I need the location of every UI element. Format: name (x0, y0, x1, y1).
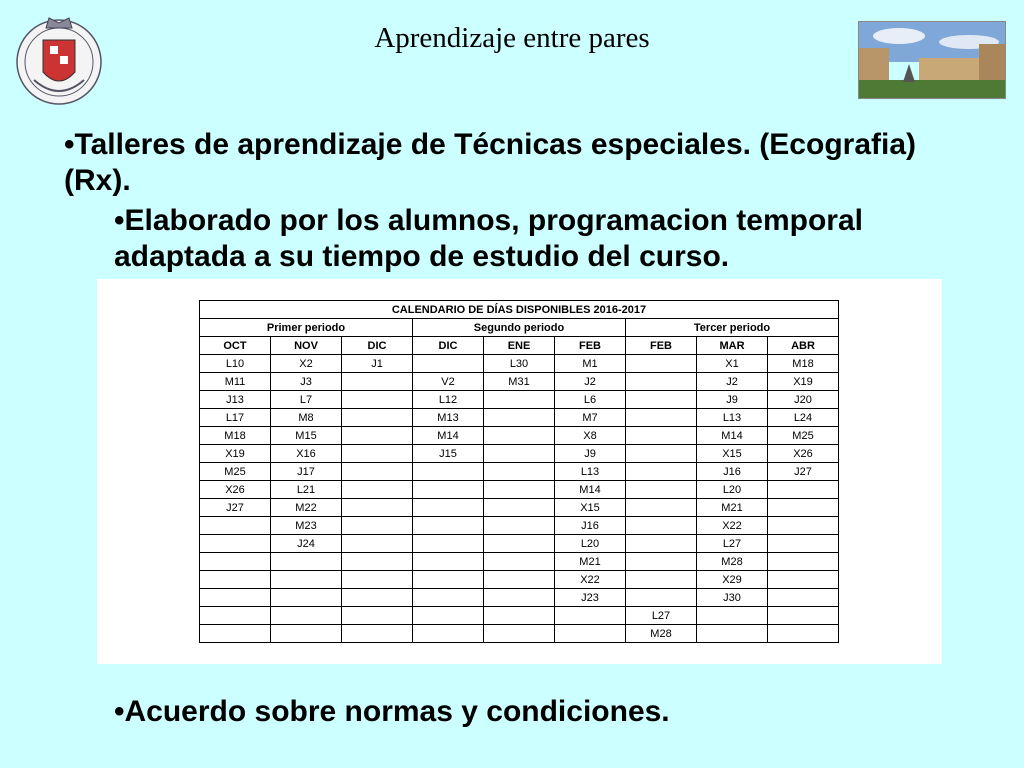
table-cell: J27 (768, 463, 839, 481)
table-cell (484, 625, 555, 643)
table-cell (413, 607, 484, 625)
table-cell (342, 427, 413, 445)
table-row (200, 409, 839, 427)
table-cell (342, 481, 413, 499)
table-cell: L7 (271, 391, 342, 409)
month-header: DIC (342, 337, 413, 355)
table-cell (342, 391, 413, 409)
table-cell: M21 (555, 553, 626, 571)
table-cell (342, 499, 413, 517)
table-cell: J17 (271, 463, 342, 481)
table-cell: M14 (555, 481, 626, 499)
table-cell (342, 517, 413, 535)
table-row (200, 625, 839, 643)
table-cell (413, 499, 484, 517)
table-cell: L13 (697, 409, 768, 427)
table-cell (342, 589, 413, 607)
table-cell (484, 589, 555, 607)
month-header: FEB (626, 337, 697, 355)
table-cell (271, 553, 342, 571)
table-cell (626, 409, 697, 427)
table-cell: X8 (555, 427, 626, 445)
table-cell (484, 499, 555, 517)
table-cell: J1 (342, 355, 413, 373)
table-cell (626, 517, 697, 535)
table-row (200, 301, 839, 319)
table-cell (200, 625, 271, 643)
table-cell: J9 (555, 445, 626, 463)
month-header: DIC (413, 337, 484, 355)
table-cell (626, 535, 697, 553)
table-cell (626, 481, 697, 499)
table-cell (342, 607, 413, 625)
table-cell: M11 (200, 373, 271, 391)
table-cell (626, 391, 697, 409)
table-cell: L27 (626, 607, 697, 625)
table-cell: M7 (555, 409, 626, 427)
table-cell (413, 355, 484, 373)
table-cell (626, 463, 697, 481)
table-cell (768, 607, 839, 625)
table-row (200, 607, 839, 625)
table-cell: J16 (697, 463, 768, 481)
table-row (200, 553, 839, 571)
bullet-agreement: •Acuerdo sobre normas y condiciones. (114, 695, 670, 728)
table-cell (342, 409, 413, 427)
table-cell: L21 (271, 481, 342, 499)
table-cell: M22 (271, 499, 342, 517)
table-cell: X26 (200, 481, 271, 499)
table-row (200, 571, 839, 589)
table-cell (413, 463, 484, 481)
table-cell (626, 553, 697, 571)
availability-calendar-table (199, 300, 839, 643)
table-cell (413, 571, 484, 589)
table-cell (484, 571, 555, 589)
table-cell (768, 625, 839, 643)
table-cell: L10 (200, 355, 271, 373)
table-cell: M21 (697, 499, 768, 517)
table-row (200, 355, 839, 373)
table-row (200, 427, 839, 445)
table-cell: M18 (768, 355, 839, 373)
table-row (200, 463, 839, 481)
table-row (200, 589, 839, 607)
table-cell (484, 427, 555, 445)
table-cell (484, 517, 555, 535)
table-cell: L13 (555, 463, 626, 481)
table-cell: J3 (271, 373, 342, 391)
table-cell: M8 (271, 409, 342, 427)
table-cell: X1 (697, 355, 768, 373)
month-header: OCT (200, 337, 271, 355)
table-cell: M28 (697, 553, 768, 571)
table-cell (768, 535, 839, 553)
table-cell: J16 (555, 517, 626, 535)
table-cell (200, 589, 271, 607)
table-cell (626, 589, 697, 607)
table-cell (484, 391, 555, 409)
table-cell (768, 499, 839, 517)
table-cell: J20 (768, 391, 839, 409)
table-cell (342, 373, 413, 391)
table-cell: L20 (555, 535, 626, 553)
table-cell: M13 (413, 409, 484, 427)
table-row (200, 481, 839, 499)
table-cell (342, 463, 413, 481)
table-cell: X22 (555, 571, 626, 589)
bullet-workshops: •Talleres de aprendizaje de Técnicas especiales. (Ecografia) (Rx). (64, 128, 916, 197)
calendar-title: CALENDARIO DE DÍAS DISPONIBLES 2016-2017 (200, 301, 839, 319)
table-cell: X29 (697, 571, 768, 589)
table-cell (200, 535, 271, 553)
table-cell: X2 (271, 355, 342, 373)
table-cell (413, 589, 484, 607)
table-cell (768, 481, 839, 499)
table-cell (342, 553, 413, 571)
table-cell: L24 (768, 409, 839, 427)
table-cell: J27 (200, 499, 271, 517)
bullet-student-schedule: •Elaborado por los alumnos, programacion temporal adaptada a su tiempo de estudio del curso. (114, 204, 863, 273)
table-cell (768, 589, 839, 607)
table-cell (271, 571, 342, 589)
table-cell (413, 517, 484, 535)
table-cell (697, 625, 768, 643)
table-cell (626, 355, 697, 373)
table-cell: M28 (626, 625, 697, 643)
table-cell (768, 517, 839, 535)
month-header: ENE (484, 337, 555, 355)
table-cell: L17 (200, 409, 271, 427)
table-cell: J23 (555, 589, 626, 607)
table-cell: X26 (768, 445, 839, 463)
table-cell: M14 (697, 427, 768, 445)
table-cell: M31 (484, 373, 555, 391)
table-cell: J24 (271, 535, 342, 553)
table-cell (342, 625, 413, 643)
table-cell (484, 553, 555, 571)
table-cell: M1 (555, 355, 626, 373)
table-cell (697, 607, 768, 625)
table-cell: M15 (271, 427, 342, 445)
table-cell (626, 427, 697, 445)
table-cell (626, 571, 697, 589)
month-header: ABR (768, 337, 839, 355)
table-cell (555, 607, 626, 625)
table-cell: V2 (413, 373, 484, 391)
table-cell: M18 (200, 427, 271, 445)
table-row (200, 391, 839, 409)
table-cell: L30 (484, 355, 555, 373)
table-cell (342, 571, 413, 589)
table-cell (413, 481, 484, 499)
table-cell (555, 625, 626, 643)
table-cell (413, 625, 484, 643)
table-cell: M25 (200, 463, 271, 481)
table-cell (626, 373, 697, 391)
table-cell (768, 553, 839, 571)
month-header: NOV (271, 337, 342, 355)
table-cell: M23 (271, 517, 342, 535)
period-header: Primer periodo (200, 319, 413, 337)
table-cell: X19 (200, 445, 271, 463)
table-cell (484, 409, 555, 427)
table-cell (413, 535, 484, 553)
calendar-panel (97, 279, 942, 664)
table-cell: X16 (271, 445, 342, 463)
table-cell (484, 607, 555, 625)
table-row (200, 445, 839, 463)
table-cell (626, 499, 697, 517)
table-cell (484, 445, 555, 463)
table-cell (200, 607, 271, 625)
table-cell (271, 607, 342, 625)
table-cell: J15 (413, 445, 484, 463)
table-cell (342, 445, 413, 463)
table-cell: M25 (768, 427, 839, 445)
period-header: Segundo periodo (413, 319, 626, 337)
table-cell (413, 553, 484, 571)
table-cell (626, 445, 697, 463)
period-header: Tercer periodo (626, 319, 839, 337)
table-cell: X19 (768, 373, 839, 391)
table-cell (484, 535, 555, 553)
table-cell: J2 (697, 373, 768, 391)
table-cell (768, 571, 839, 589)
table-row (200, 535, 839, 553)
table-cell (200, 517, 271, 535)
table-cell: L27 (697, 535, 768, 553)
table-cell: L20 (697, 481, 768, 499)
table-cell: J13 (200, 391, 271, 409)
table-cell (271, 589, 342, 607)
table-row (200, 373, 839, 391)
table-cell: X15 (697, 445, 768, 463)
table-cell: J30 (697, 589, 768, 607)
table-row (200, 319, 839, 337)
table-cell: X15 (555, 499, 626, 517)
month-header: MAR (697, 337, 768, 355)
table-row (200, 517, 839, 535)
table-row (200, 337, 839, 355)
table-cell (271, 625, 342, 643)
table-cell (484, 481, 555, 499)
table-cell: L6 (555, 391, 626, 409)
table-cell: J9 (697, 391, 768, 409)
table-cell (484, 463, 555, 481)
table-row (200, 499, 839, 517)
table-cell: X22 (697, 517, 768, 535)
slide-title: Aprendizaje entre pares (374, 22, 650, 54)
table-cell: M14 (413, 427, 484, 445)
table-cell (200, 553, 271, 571)
table-cell: L12 (413, 391, 484, 409)
table-cell (200, 571, 271, 589)
campus-building-photo (858, 21, 1006, 99)
table-cell: J2 (555, 373, 626, 391)
table-cell (342, 535, 413, 553)
month-header: FEB (555, 337, 626, 355)
